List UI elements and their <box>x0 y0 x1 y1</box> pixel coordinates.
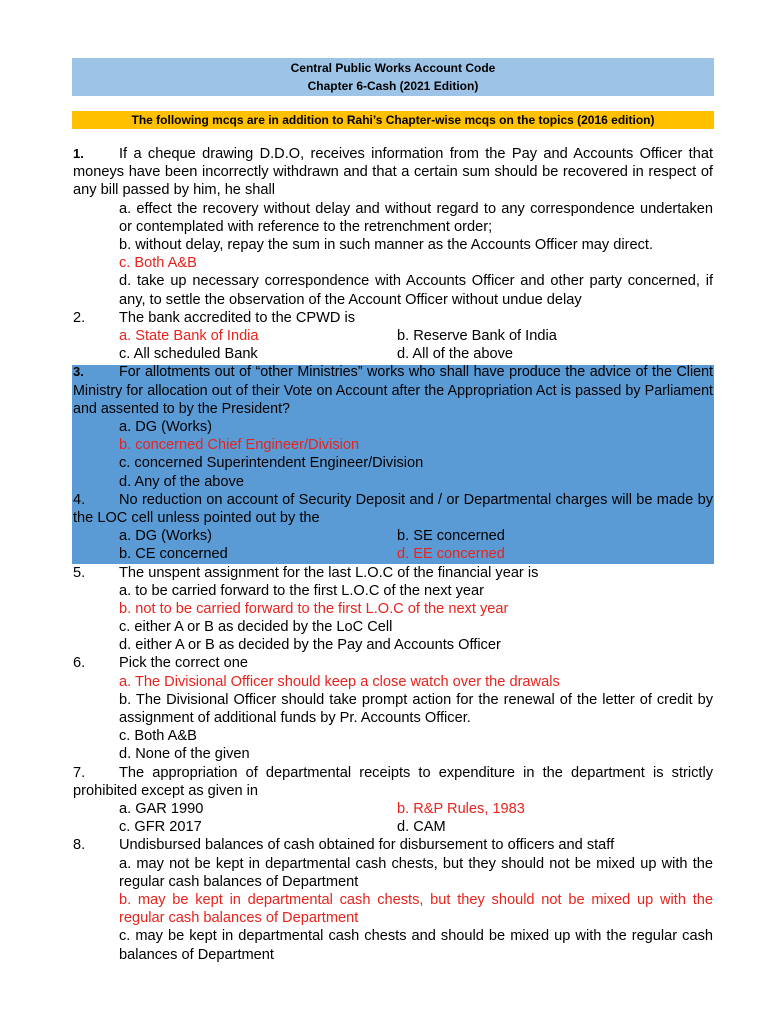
question-number: 1. <box>73 146 84 161</box>
answer-option: d. EE concerned <box>397 546 505 563</box>
option-row <box>73 327 713 345</box>
answer-option: b. concerned Chief Engineer/Division <box>119 437 360 454</box>
question-3 <box>73 363 713 418</box>
answer-option: b. not to be carried forward to the first L.O.C of the next year <box>119 600 509 617</box>
question-text: The bank accredited to the CPWD is <box>119 309 356 326</box>
subtitle-banner: The following mcqs are in addition to Rahi’s Chapter-wise mcqs on the topics (2016 edition) <box>72 111 714 129</box>
option: d. All of the above <box>397 346 514 363</box>
option-row <box>73 345 713 363</box>
option: c. All scheduled Bank <box>119 346 258 363</box>
header-title: Central Public Works Account Code <box>290 61 496 75</box>
option: d. either A or B as decided by the Pay and Accounts Officer <box>119 637 501 654</box>
option-row <box>73 800 713 818</box>
option: a. effect the recovery without delay and without regard to any correspondence undertaken or contemplated with reference to the retrenchment order; <box>119 200 713 235</box>
question-text: The unspent assignment for the last L.O.C of the financial year is <box>119 564 539 581</box>
question-5 <box>73 564 713 582</box>
answer-option: a. The Divisional Officer should keep a close watch over the drawals <box>119 673 560 690</box>
option-row <box>73 545 713 563</box>
answer-option: a. State Bank of India <box>119 327 259 344</box>
question-number: 3. <box>73 364 84 380</box>
question-number: 7. <box>73 764 86 781</box>
question-1 <box>73 145 713 200</box>
question-6 <box>73 654 713 672</box>
option: a. GAR 1990 <box>119 801 204 817</box>
option: b. without delay, repay the sum in such manner as the Accounts Officer may direct. <box>119 237 654 254</box>
question-number: 6. <box>73 655 86 672</box>
option: c. may be kept in departmental cash chests and should be mixed up with the regular cash balances of Department <box>119 928 713 963</box>
question-text: Undisbursed balances of cash obtained for disbursement to officers and staff <box>119 837 615 854</box>
question-number: 5. <box>73 564 86 581</box>
question-number: 2. <box>73 309 86 326</box>
question-text: No reduction on account of Security Deposit and / or Departmental charges will be made by the LOC cell unless pointed out by the <box>73 491 713 526</box>
option: b. CE concerned <box>119 546 228 563</box>
header-chapter: Chapter 6-Cash (2021 Edition) <box>307 79 479 93</box>
option: d. Any of the above <box>119 473 244 490</box>
answer-option: c. Both A&B <box>119 255 197 272</box>
option: d. CAM <box>397 819 446 836</box>
question-number: 4. <box>73 491 86 508</box>
question-number: 8. <box>73 837 86 854</box>
questions-list <box>73 145 713 964</box>
option: c. concerned Superintendent Engineer/Division <box>119 455 424 472</box>
answer-option: b. may be kept in departmental cash chests, but they should not be mixed up with the regular cash balances of Department <box>119 891 713 927</box>
option: b. Reserve Bank of India <box>397 327 557 344</box>
question-2 <box>73 309 713 327</box>
question-8 <box>73 836 713 854</box>
option: a. DG (Works) <box>119 418 212 435</box>
question-4 <box>73 491 713 527</box>
option: a. DG (Works) <box>119 528 212 545</box>
option: b. The Divisional Officer should take prompt action for the renewal of the letter of credit by assignment of additional funds by Pr. Accounts Officer. <box>119 691 713 727</box>
option: a. may not be kept in departmental cash chests, but they should not be mixed up with the regular cash balances of Department <box>119 855 713 890</box>
option: b. SE concerned <box>397 528 505 545</box>
option: c. Both A&B <box>119 728 197 745</box>
question-text: The appropriation of departmental receipts to expenditure in the department is strictly prohibited except as given in <box>73 764 713 799</box>
option: a. to be carried forward to the first L.O.C of the next year <box>119 582 485 599</box>
option: d. None of the given <box>119 746 250 763</box>
option: c. GFR 2017 <box>119 819 202 836</box>
question-7 <box>73 764 713 800</box>
option-row <box>73 527 713 545</box>
question-text: If a cheque drawing D.D.O, receives information from the Pay and Accounts Officer that moneys have been incorrectly withdrawn and that a certain sum should be recovered in respect of any bill passed by him, he shall <box>73 146 713 199</box>
option-row <box>73 818 713 836</box>
answer-option: b. R&P Rules, 1983 <box>397 801 525 817</box>
document-header <box>72 58 714 96</box>
option: c. either A or B as decided by the LoC Cell <box>119 619 393 636</box>
question-text: For allotments out of “other Ministries” works who shall have produce the advice of the Client Ministry for allocation out of their Vote on Account after the Appropriation Act is passed by Parliament and assented to by the President? <box>73 364 713 417</box>
option: d. take up necessary correspondence with Accounts Officer and other party concerned, if any, to settle the observation of the Account Officer without undue delay <box>119 273 713 308</box>
question-text: Pick the correct one <box>119 655 248 672</box>
